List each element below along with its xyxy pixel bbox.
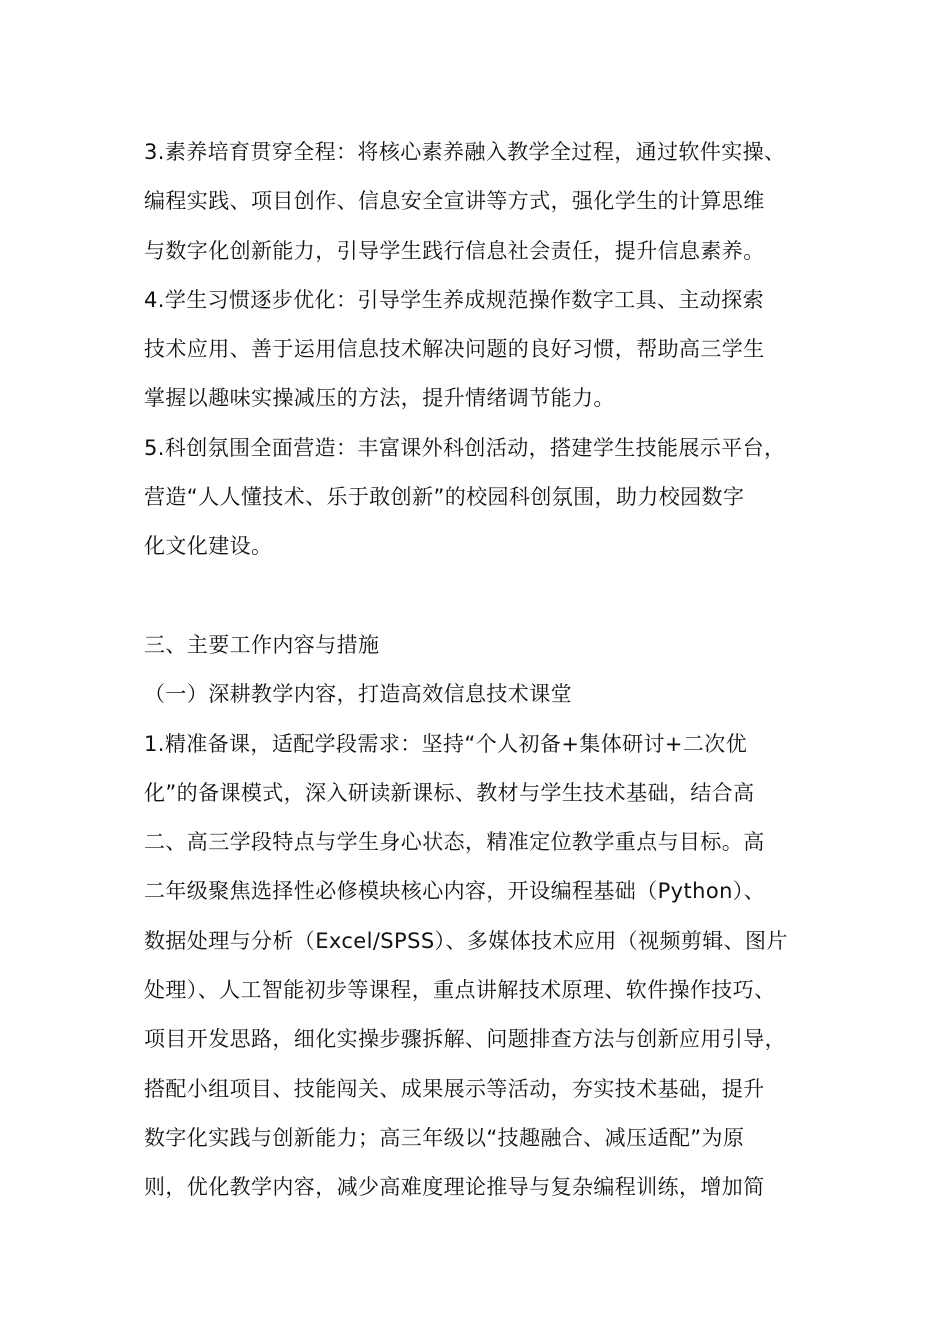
paragraph-line: 化文化建设。 [144, 534, 273, 559]
paragraph-line: 数字化实践与创新能力；高三年级以“技趣融合、减压适配”为原 [144, 1125, 745, 1150]
paragraph-line: 1.精准备课，适配学段需求：坚持“个人初备+集体研讨+二次优 [144, 731, 748, 756]
paragraph-line: 搭配小组项目、技能闯关、成果展示等活动，夯实技术基础，提升 [144, 1076, 765, 1101]
paragraph-line: 项目开发思路，细化实操步骤拆解、问题排查方法与创新应用引导， [144, 1027, 786, 1052]
paragraph-line: 二年级聚焦选择性必修模块核心内容，开设编程基础（Python）、 [144, 879, 766, 904]
paragraph-line: 与数字化创新能力，引导学生践行信息社会责任，提升信息素养。 [144, 238, 765, 263]
subsection-heading: （一）深耕教学内容，打造高效信息技术课堂 [144, 682, 572, 707]
section-heading: 三、主要工作内容与措施 [144, 632, 380, 657]
paragraph-line: 数据处理与分析（Excel/SPSS）、多媒体技术应用（视频剪辑、图片 [144, 928, 788, 953]
paragraph-line: 3.素养培育贯穿全程：将核心素养融入教学全过程，通过软件实操、 [144, 140, 786, 164]
paragraph-line: 技术应用、善于运用信息技术解决问题的良好习惯，帮助高三学生 [144, 337, 765, 362]
paragraph-line: 掌握以趣味实操减压的方法，提升情绪调节能力。 [144, 386, 615, 411]
paragraph-line: 4.学生习惯逐步优化：引导学生养成规范操作数字工具、主动探索 [144, 287, 765, 312]
paragraph-line: 化”的备课模式，深入研读新课标、教材与学生技术基础，结合高 [144, 780, 755, 805]
paragraph-line: 二、高三学段特点与学生身心状态，精准定位教学重点与目标。高 [144, 830, 765, 855]
paragraph-line: 编程实践、项目创作、信息安全宣讲等方式，强化学生的计算思维 [144, 189, 765, 214]
blank-line [144, 572, 834, 621]
paragraph-line: 则，优化教学内容，减少高难度理论推导与复杂编程训练，增加简 [144, 1175, 765, 1200]
paragraph-line: 营造“人人懂技术、乐于敢创新”的校园科创氛围，助力校园数字 [144, 485, 745, 510]
document-body [144, 128, 834, 1213]
paragraph-line: 处理）、人工智能初步等课程，重点讲解技术原理、软件操作技巧、 [144, 978, 776, 1003]
paragraph-line: 5.科创氛围全面营造：丰富课外科创活动，搭建学生技能展示平台， [144, 435, 786, 460]
